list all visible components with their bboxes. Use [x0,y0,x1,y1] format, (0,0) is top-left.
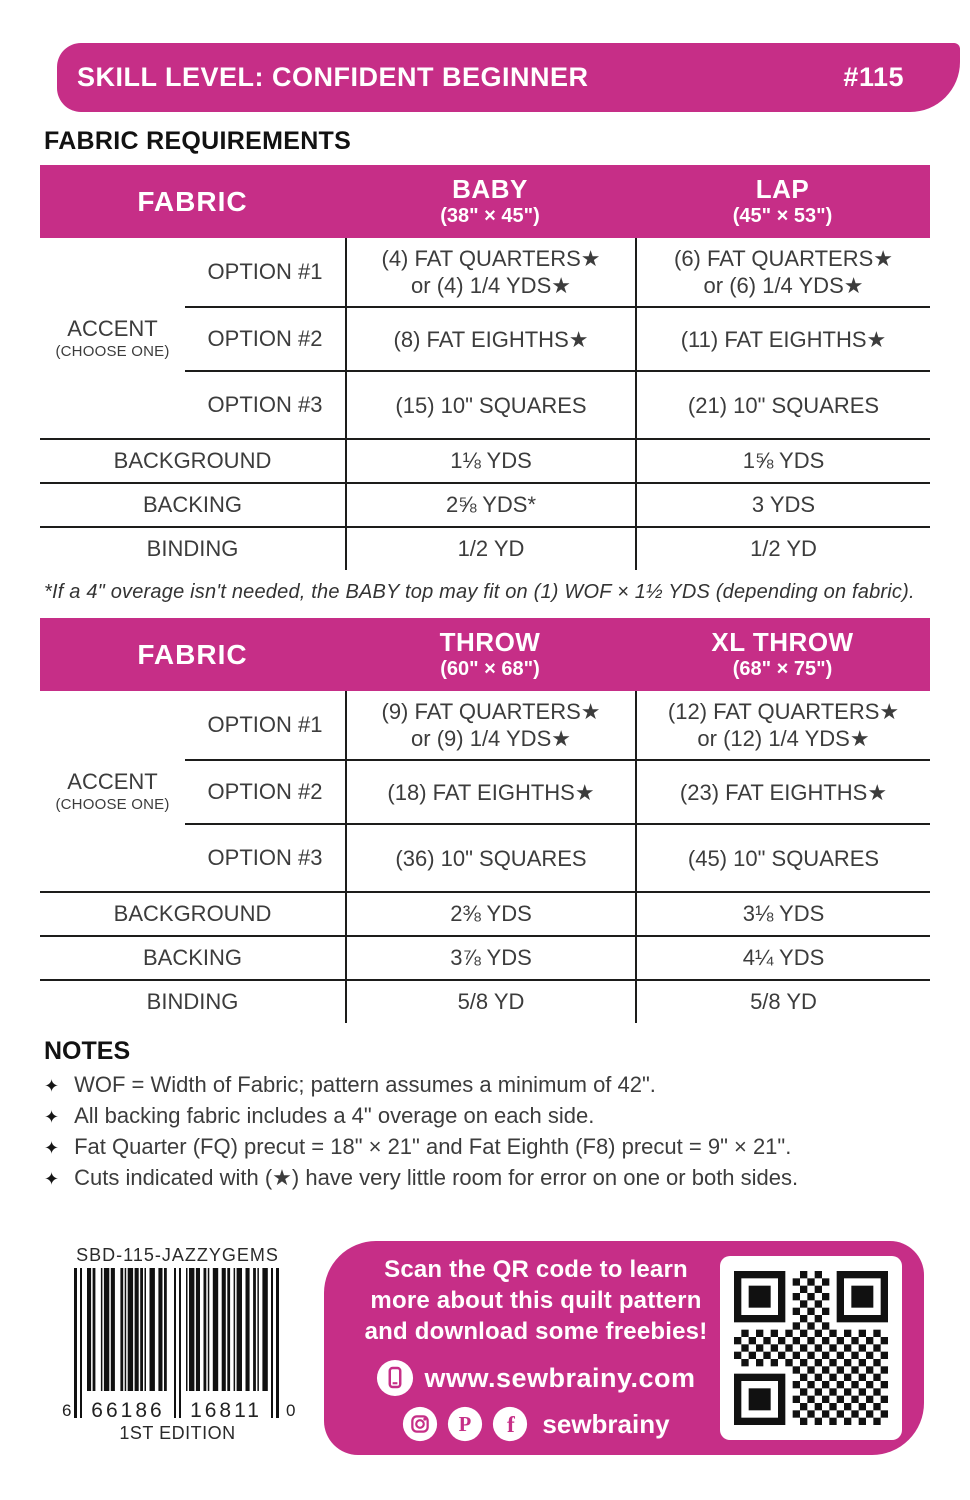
row-label: BINDING [40,979,345,1023]
column-header-lap: LAP (45" × 53") [732,174,833,228]
smartphone-icon [376,1359,414,1397]
fabric-cell: (12) FAT QUARTERS★ or (12) 1/4 YDS★ [635,691,930,759]
promo-text-line: and download some freebies! [364,1318,708,1345]
svg-text:6: 6 [61,1401,71,1420]
fabric-cell: (8) FAT EIGHTHS★ [345,306,635,370]
column-header-fabric: FABRIC [137,185,248,217]
fabric-cell: (11) FAT EIGHTHS★ [635,306,930,370]
fabric-cell: 1⅛ YDS [345,438,635,482]
option-label: OPTION #2 [185,306,345,370]
option-label: OPTION #2 [185,759,345,823]
four-pointed-star-icon: ✦ [44,1138,60,1158]
four-pointed-star-icon: ✦ [44,1169,60,1189]
fabric-cell: (4) FAT QUARTERS★ or (4) 1/4 YDS★ [345,238,635,306]
skill-level-banner [57,43,960,112]
upc-barcode-icon [58,1268,298,1420]
svg-text:P: P [459,1414,472,1437]
fabric-cell: (15) 10" SQUARES [345,370,635,438]
note-text: WOF = Width of Fabric; pattern assumes a minimum of 42". [74,1072,656,1097]
svg-text:66186: 66186 [90,1399,165,1420]
promo-text-line: more about this quilt pattern [370,1287,702,1314]
table-header [40,165,930,238]
sku-label: SBD-115-JAZZYGEMS [76,1245,279,1265]
note-item [44,1072,970,1098]
promo-text-line: Scan the QR code to learn [384,1256,688,1283]
notes-section [44,1037,970,1191]
column-header-xl-throw: XL THROW (68" × 75") [711,627,854,681]
row-label: BACKGROUND [40,438,345,482]
note-item [44,1134,970,1160]
accent-label: ACCENT (CHOOSE ONE) [55,769,170,813]
note-text: Fat Quarter (FQ) precut = 18" × 21" and Fat Eighth (F8) precut = 9" × 21". [74,1134,792,1159]
fabric-cell: 3⅛ YDS [635,891,930,935]
footnote: *If a 4" overage isn't needed, the BABY top may fit on (1) WOF × 1½ YDS (depending on fabric). [44,581,915,603]
note-item [44,1103,970,1129]
row-label: BINDING [40,526,345,570]
social-row [352,1406,720,1442]
four-pointed-star-icon: ✦ [44,1107,60,1127]
fabric-table-baby-lap [40,165,930,570]
fabric-cell: (23) FAT EIGHTHS★ [635,759,930,823]
fabric-cell: 1⅝ YDS [635,438,930,482]
fabric-cell: 4¼ YDS [635,935,930,979]
fabric-cell: (45) 10" SQUARES [635,823,930,891]
note-item [44,1165,970,1191]
pattern-number: #115 [843,62,904,92]
promo-text-block [352,1254,720,1442]
skill-level-text: SKILL LEVEL: CONFIDENT BEGINNER [77,62,589,92]
row-label: BACKING [40,935,345,979]
fabric-cell: (9) FAT QUARTERS★ or (9) 1/4 YDS★ [345,691,635,759]
fabric-cell: 3 YDS [635,482,930,526]
fabric-cell: 5/8 YD [345,979,635,1023]
note-text: All backing fabric includes a 4" overage on each side. [74,1103,595,1128]
four-pointed-star-icon: ✦ [44,1076,60,1096]
svg-text:16811: 16811 [189,1399,262,1420]
fabric-cell: 1/2 YD [345,526,635,570]
svg-text:0: 0 [285,1401,295,1420]
svg-text:f: f [507,1412,516,1439]
row-label: BACKGROUND [40,891,345,935]
facebook-icon [492,1406,528,1442]
fabric-cell: 2⅜ YDS [345,891,635,935]
footer [45,1241,970,1455]
table-body [40,238,930,570]
instagram-icon [402,1406,438,1442]
option-label: OPTION #3 [185,823,345,891]
fabric-cell: 3⅞ YDS [345,935,635,979]
table-header [40,618,930,691]
row-label: BACKING [40,482,345,526]
option-label: OPTION #1 [207,259,323,284]
accent-label: ACCENT (CHOOSE ONE) [55,316,170,360]
table-body [40,691,930,1023]
social-handle: sewbrainy [542,1408,670,1439]
fabric-cell: 5/8 YD [635,979,930,1023]
edition-label: 1ST EDITION [119,1423,236,1443]
fabric-cell: 1/2 YD [635,526,930,570]
note-text: Cuts indicated with (★) have very little room for error on one or both sides. [74,1165,799,1190]
fabric-cell: (36) 10" SQUARES [345,823,635,891]
column-header-baby: BABY (38" × 45") [440,174,540,228]
fabric-cell: (21) 10" SQUARES [635,370,930,438]
fabric-cell: (6) FAT QUARTERS★ or (6) 1/4 YDS★ [635,238,930,306]
website-row [352,1359,720,1397]
column-header-throw: THROW (60" × 68") [439,627,541,681]
promo-box [324,1241,924,1455]
website-url: www.sewbrainy.com [424,1362,696,1393]
barcode-block [45,1241,310,1444]
option-label: OPTION #1 [207,712,323,737]
fabric-requirements-title: FABRIC REQUIREMENTS [44,127,352,155]
qr-code [720,1256,902,1440]
fabric-table-throw-xlthrow [40,618,930,1023]
column-header-fabric: FABRIC [137,638,248,670]
fabric-cell: (18) FAT EIGHTHS★ [345,759,635,823]
notes-title: NOTES [44,1037,131,1065]
pinterest-icon [447,1406,483,1442]
fabric-cell: 2⅝ YDS* [345,482,635,526]
option-label: OPTION #3 [185,370,345,438]
